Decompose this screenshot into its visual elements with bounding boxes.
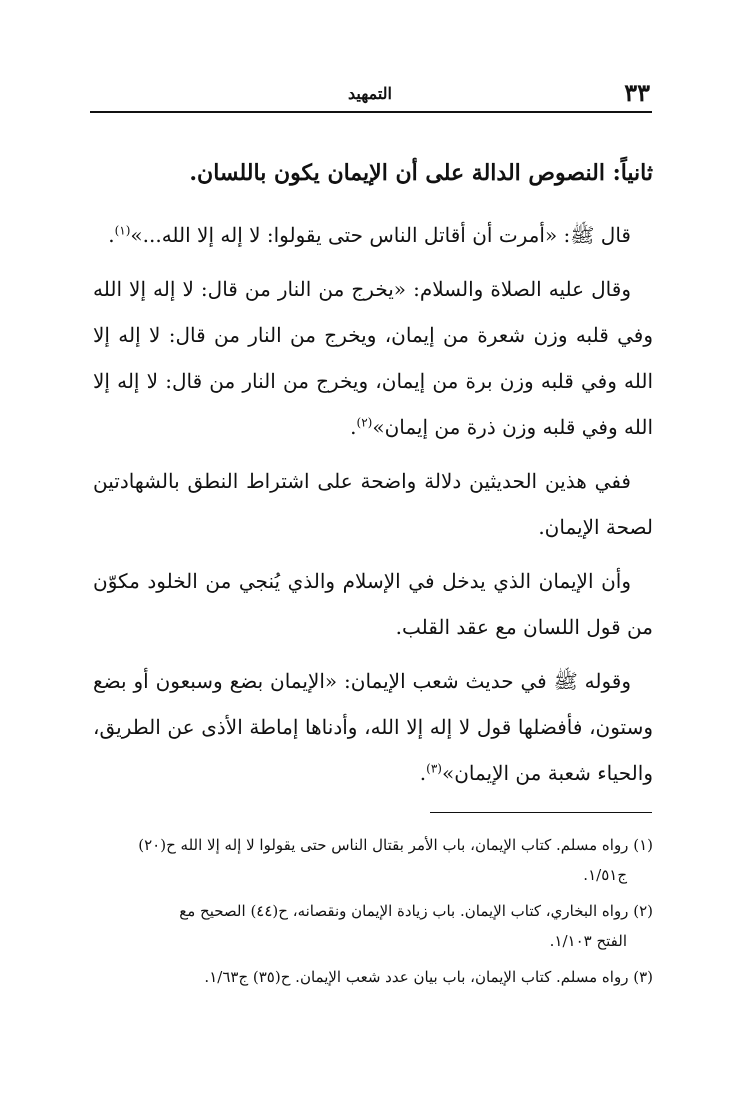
footnote <box>93 896 653 956</box>
footnote-rule <box>430 812 652 813</box>
paragraph <box>93 658 653 796</box>
running-title: التمهيد <box>348 84 392 103</box>
footnote-number: (١) <box>633 836 653 854</box>
footnote-text-continued: الفتح ١/١٠٣. <box>549 932 627 950</box>
paragraph-text: وأن الإيمان الذي يدخل في الإسلام والذي يُنجي من الخلود مكوّن من قول اللسان مع عقد القلب. <box>93 569 653 639</box>
footnote-number: (٢) <box>633 902 653 920</box>
footnotes <box>93 830 653 998</box>
footnote-number: (٣) <box>633 968 653 986</box>
paragraph-tail: . <box>108 223 115 247</box>
page-number: ٣٣ <box>624 78 650 107</box>
paragraph <box>93 558 653 650</box>
footnote-text: رواه مسلم. كتاب الإيمان، باب بيان عدد شعب الإيمان. ح(٣٥) ج١/٦٣. <box>204 968 629 986</box>
footnote <box>93 830 653 890</box>
header-rule <box>90 111 652 113</box>
footnote-ref: (١) <box>114 223 131 238</box>
paragraph-text: وقال عليه الصلاة والسلام: «يخرج من النار من قال: لا إله إلا الله وفي قلبه وزن شعرة من إيمان، ويخرج من النار من قال: لا إله إلا الله وفي قلبه وزن برة من إيمان، ويخرج من النار من قال: لا إله إلا الله وفي قلبه وزن ذرة من إيمان» <box>93 277 653 439</box>
paragraph-text: وقوله ﷺ في حديث شعب الإيمان: «الإيمان بضع وسبعون أو بضع وستون، فأفضلها قول لا إله إلا الله، وأدناها إماطة الأذى عن الطريق، والحياء شعبة من الإيمان» <box>93 669 653 785</box>
footnote-ref: (٢) <box>356 415 373 430</box>
page-header <box>90 78 650 112</box>
footnote-text: رواه مسلم. كتاب الإيمان، باب الأمر بقتال الناس حتى يقولوا لا إله إلا الله ح(٢٠) <box>138 836 629 854</box>
body-text <box>93 212 653 804</box>
paragraph <box>93 458 653 550</box>
section-heading: ثانياً: النصوص الدالة على أن الإيمان يكون باللسان. <box>189 160 653 186</box>
paragraph <box>93 266 653 450</box>
paragraph-tail: . <box>419 761 427 785</box>
paragraph-tail: . <box>350 415 357 439</box>
paragraph-text: قال ﷺ: «أمرت أن أقاتل الناس حتى يقولوا: لا إله إلا الله...» <box>130 223 631 247</box>
footnote-text: رواه البخاري، كتاب الإيمان. باب زيادة الإيمان ونقصانه، ح(٤٤) الصحيح مع <box>179 902 629 920</box>
footnote-text-continued: ج١/٥١. <box>583 866 627 884</box>
footnote <box>93 962 653 992</box>
footnote-ref: (٣) <box>426 761 442 776</box>
paragraph-text: ففي هذين الحديثين دلالة واضحة على اشتراط النطق بالشهادتين لصحة الإيمان. <box>93 469 653 539</box>
paragraph <box>93 212 653 258</box>
